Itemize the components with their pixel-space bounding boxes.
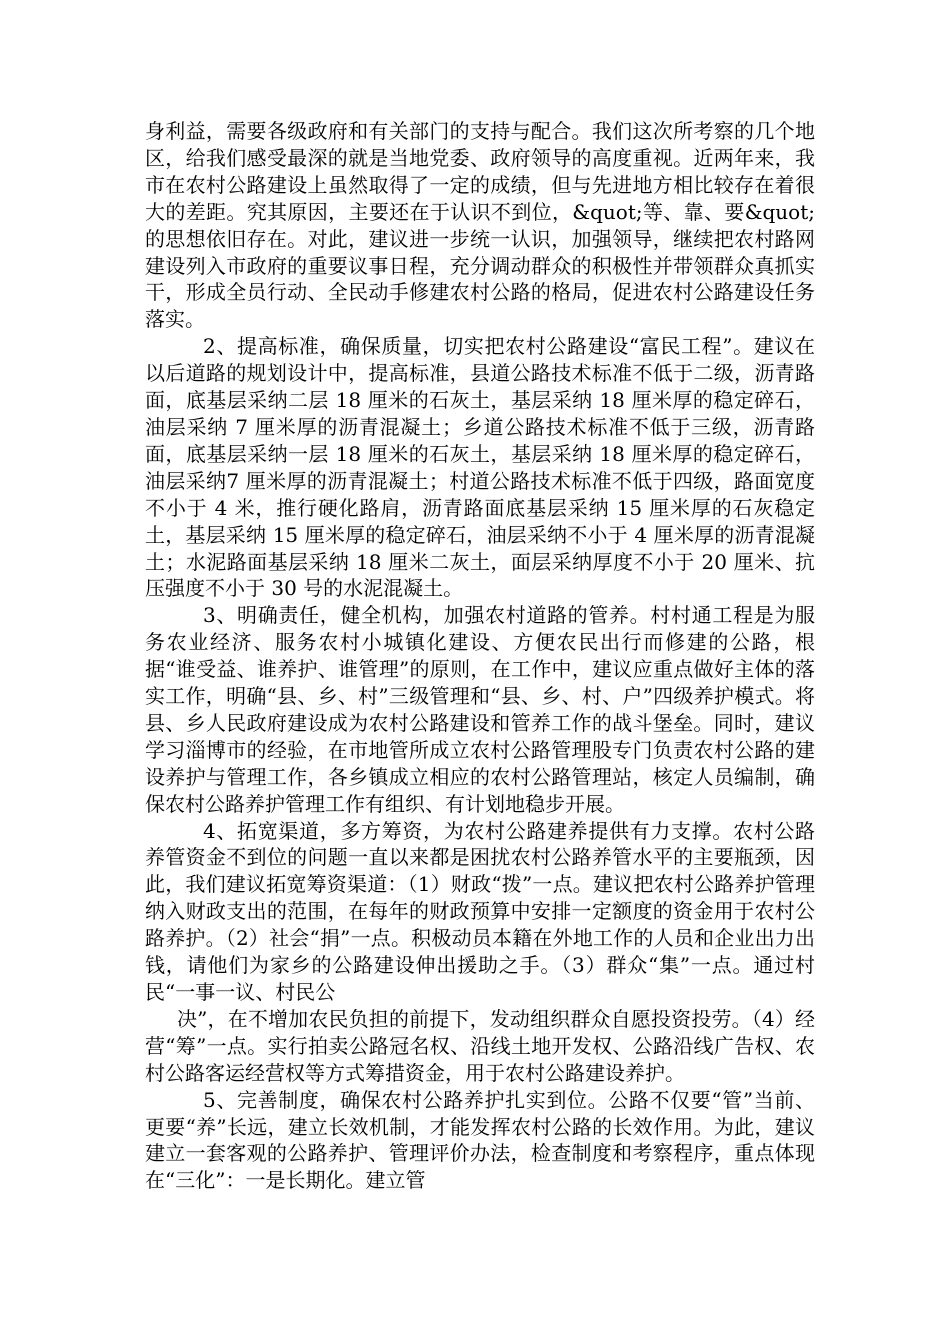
paragraph-5: 决”，在不增加农民负担的前提下，发动组织群众自愿投资投劳。（4）经营“筹”一点。实行拍卖公路冠名权、沿线土地开发权、公路沿线广告权、农村公路客运经营权等方式筹措资金，用于农村公路建设养护。 (145, 1006, 815, 1085)
paragraph-2: 2、提高标准，确保质量，切实把农村公路建设“富民工程”。建议在以后道路的规划设计中，提高标准，县道公路技术标准不低于二级，沥青路面，底基层采纳二层 18 厘米的石灰土，基层采纳 18 厘米厚的稳定碎石，油层采纳 7 厘米厚的沥青混凝土；乡道公路技术标准不低于三级，沥青路面，底基层采纳一层 18 厘米的石灰土，基层采纳 18 厘米厚的稳定碎石，油层采纳7 厘米厚的沥青混凝土；村道公路技术标准不低于四级，路面宽度不小于 4 米，推行硬化路肩，沥青路面底基层采纳 15 厘米厚的石灰稳定土，基层采纳 15 厘米厚的稳定碎石，油层采纳不小于 4 厘米厚的沥青混凝土；水泥路面基层采纳 18 厘米二灰土，面层采纳厚度不小于 20 厘米、抗压强度不小于 30 号的水泥混凝土。 (145, 334, 815, 601)
paragraph-3: 3、明确责任，健全机构，加强农村道路的管养。村村通工程是为服务农业经济、服务农村小城镇化建设、方便农民出行而修建的公路，根据“谁受益、谁养护、谁管理”的原则，在工作中，建议应重点做好主体的落实工作，明确“县、乡、村”三级管理和“县、乡、村、户”四级养护模式。将县、乡人民政府建设成为农村公路建设和管养工作的战斗堡垒。同时，建议学习淄博市的经验，在市地管所成立农村公路管理股专门负责农村公路的建设养护与管理工作，各乡镇成立相应的农村公路管理站，核定人员编制，确保农村公路养护管理工作有组织、有计划地稳步开展。 (145, 603, 815, 816)
paragraph-6: 5、完善制度，确保农村公路养护扎实到位。公路不仅要“管”当前、更要“养”长远，建立长效机制，才能发挥农村公路的长效作用。为此，建议建立一套客观的公路养护、管理评价办法，检查制度和考察程序，重点体现在“三化”：一是长期化。建立管 (145, 1087, 815, 1193)
paragraph-1: 身利益，需要各级政府和有关部门的支持与配合。我们这次所考察的几个地区，给我们感受最深的就是当地党委、政府领导的高度重视。近两年来，我市在农村公路建设上虽然取得了一定的成绩，但与先进地方相比较存在着很大的差距。究其原因，主要还在于认识不到位，&quot;等、靠、要&quot;的思想依旧存在。对此，建议进一步统一认识，加强领导，继续把农村路网建设列入市政府的重要议事日程，充分调动群众的积极性并带领群众真抓实干，形成全员行动、全民动手修建农村公路的格局，促进农村公路建设任务落实。 (145, 119, 815, 332)
paragraph-4: 4、拓宽渠道，多方筹资，为农村公路建养提供有力支撑。农村公路养管资金不到位的问题一直以来都是困扰农村公路养管水平的主要瓶颈，因此，我们建议拓宽筹资渠道：（1）财政“拨”一点。建议把农村公路养护管理纳入财政支出的范围，在每年的财政预算中安排一定额度的资金用于农村公路养护。（2）社会“捐”一点。积极动员本籍在外地工作的人员和企业出力出钱，请他们为家乡的公路建设伸出援助之手。（3）群众“集”一点。通过村民“一事一议、村民公 (145, 818, 815, 1004)
document-body (145, 118, 815, 1194)
